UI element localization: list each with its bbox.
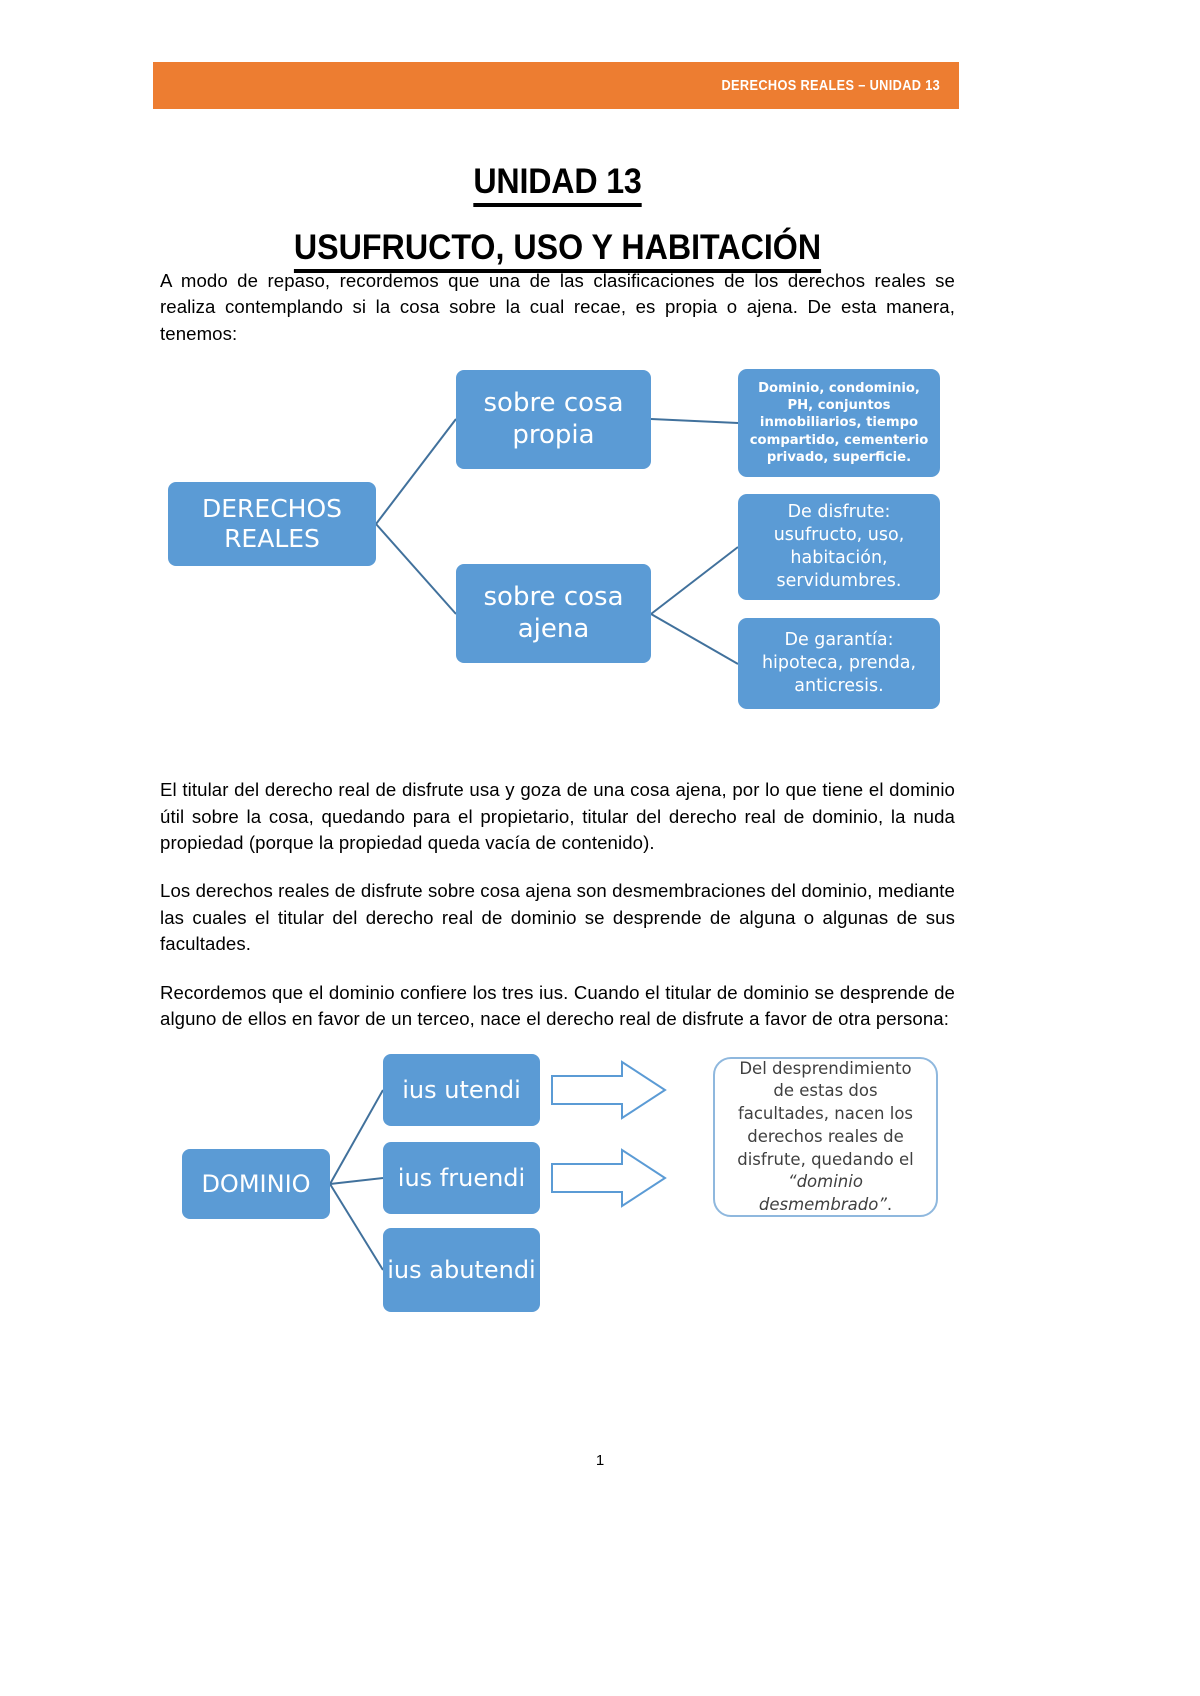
diagram-dominio	[160, 1054, 955, 1329]
node-ius-abutendi-label: ius abutendi	[387, 1255, 536, 1284]
callout-text-part2: .	[886, 1195, 893, 1215]
leaf-derechos-de-garantia-label: De garantía: hipoteca, prenda, anticresis.	[761, 630, 917, 697]
header-banner	[153, 62, 959, 109]
header-banner-text: DERECHOS REALES – UNIDAD 13	[720, 77, 940, 94]
page-title-text: UNIDAD 13	[473, 162, 641, 207]
page-number: 1	[595, 1452, 605, 1469]
node-ius-fruendi	[383, 1142, 540, 1214]
leaf-derechos-cosa-propia-label: Dominio, condominio, PH, conjuntos inmobiliarios, tiempo compartido, cementerio privado, superficie.	[749, 380, 929, 466]
diagram-derechos-reales	[160, 369, 955, 729]
document-content	[160, 140, 955, 1329]
paragraph-2: El titular del derecho real de disfrute usa y goza de una cosa ajena, por lo que tiene el dominio útil sobre la cosa, quedando para el propietario, titular del derecho real de dominio, la nuda propiedad (porque la propiedad queda vacía de contenido).	[160, 779, 955, 853]
node-dominio	[182, 1149, 330, 1219]
node-ius-fruendi-label: ius fruendi	[397, 1163, 526, 1192]
node-derechos-reales-label: DERECHOS REALES	[201, 493, 342, 554]
node-sobre-cosa-ajena-label: sobre cosa ajena	[483, 581, 624, 644]
callout-text-italic: “dominio desmembrado”	[758, 1172, 887, 1215]
leaf-derechos-de-garantia	[738, 618, 940, 709]
callout-text	[729, 1058, 922, 1217]
callout-text-part1: Del desprendimiento de estas dos facultades, nacen los derechos reales de disfrute, quedando el	[737, 1058, 914, 1169]
page-subtitle	[192, 228, 923, 268]
node-sobre-cosa-propia-label: sobre cosa propia	[483, 387, 624, 450]
arrow-fruendi	[552, 1150, 665, 1206]
leaf-derechos-cosa-propia	[738, 369, 940, 477]
leaf-derechos-de-disfrute	[738, 494, 940, 600]
page-title	[192, 162, 923, 202]
node-sobre-cosa-propia	[456, 370, 651, 469]
node-ius-utendi	[383, 1054, 540, 1126]
node-ius-utendi-label: ius utendi	[402, 1075, 521, 1104]
paragraph-3: Los derechos reales de disfrute sobre cosa ajena son desmembraciones del dominio, mediante las cuales el titular del derecho real de dominio se desprende de alguna o algunas de sus facultades.	[160, 880, 955, 955]
paragraph-intro: A modo de repaso, recordemos que una de las clasificaciones de los derechos reales se realiza contemplando si la cosa sobre la cual recae, es propia o ajena. De esta manera, tenemos:	[160, 270, 955, 344]
node-dominio-label: DOMINIO	[201, 1169, 311, 1198]
node-sobre-cosa-ajena	[456, 564, 651, 663]
arrow-utendi	[552, 1062, 665, 1118]
node-derechos-reales	[168, 482, 376, 566]
paragraph-4: Recordemos que el dominio confiere los tres ius. Cuando el titular de dominio se desprende de alguno de ellos en favor de un terceo, nace el derecho real de disfrute a favor de otra persona:	[160, 981, 955, 1029]
leaf-derechos-de-disfrute-label: De disfrute: usufructo, uso, habitación, servidumbres.	[773, 501, 905, 592]
node-ius-abutendi	[383, 1228, 540, 1312]
callout-dominio-desmembrado	[713, 1057, 938, 1217]
page-subtitle-text: USUFRUCTO, USO Y HABITACIÓN	[294, 228, 821, 273]
